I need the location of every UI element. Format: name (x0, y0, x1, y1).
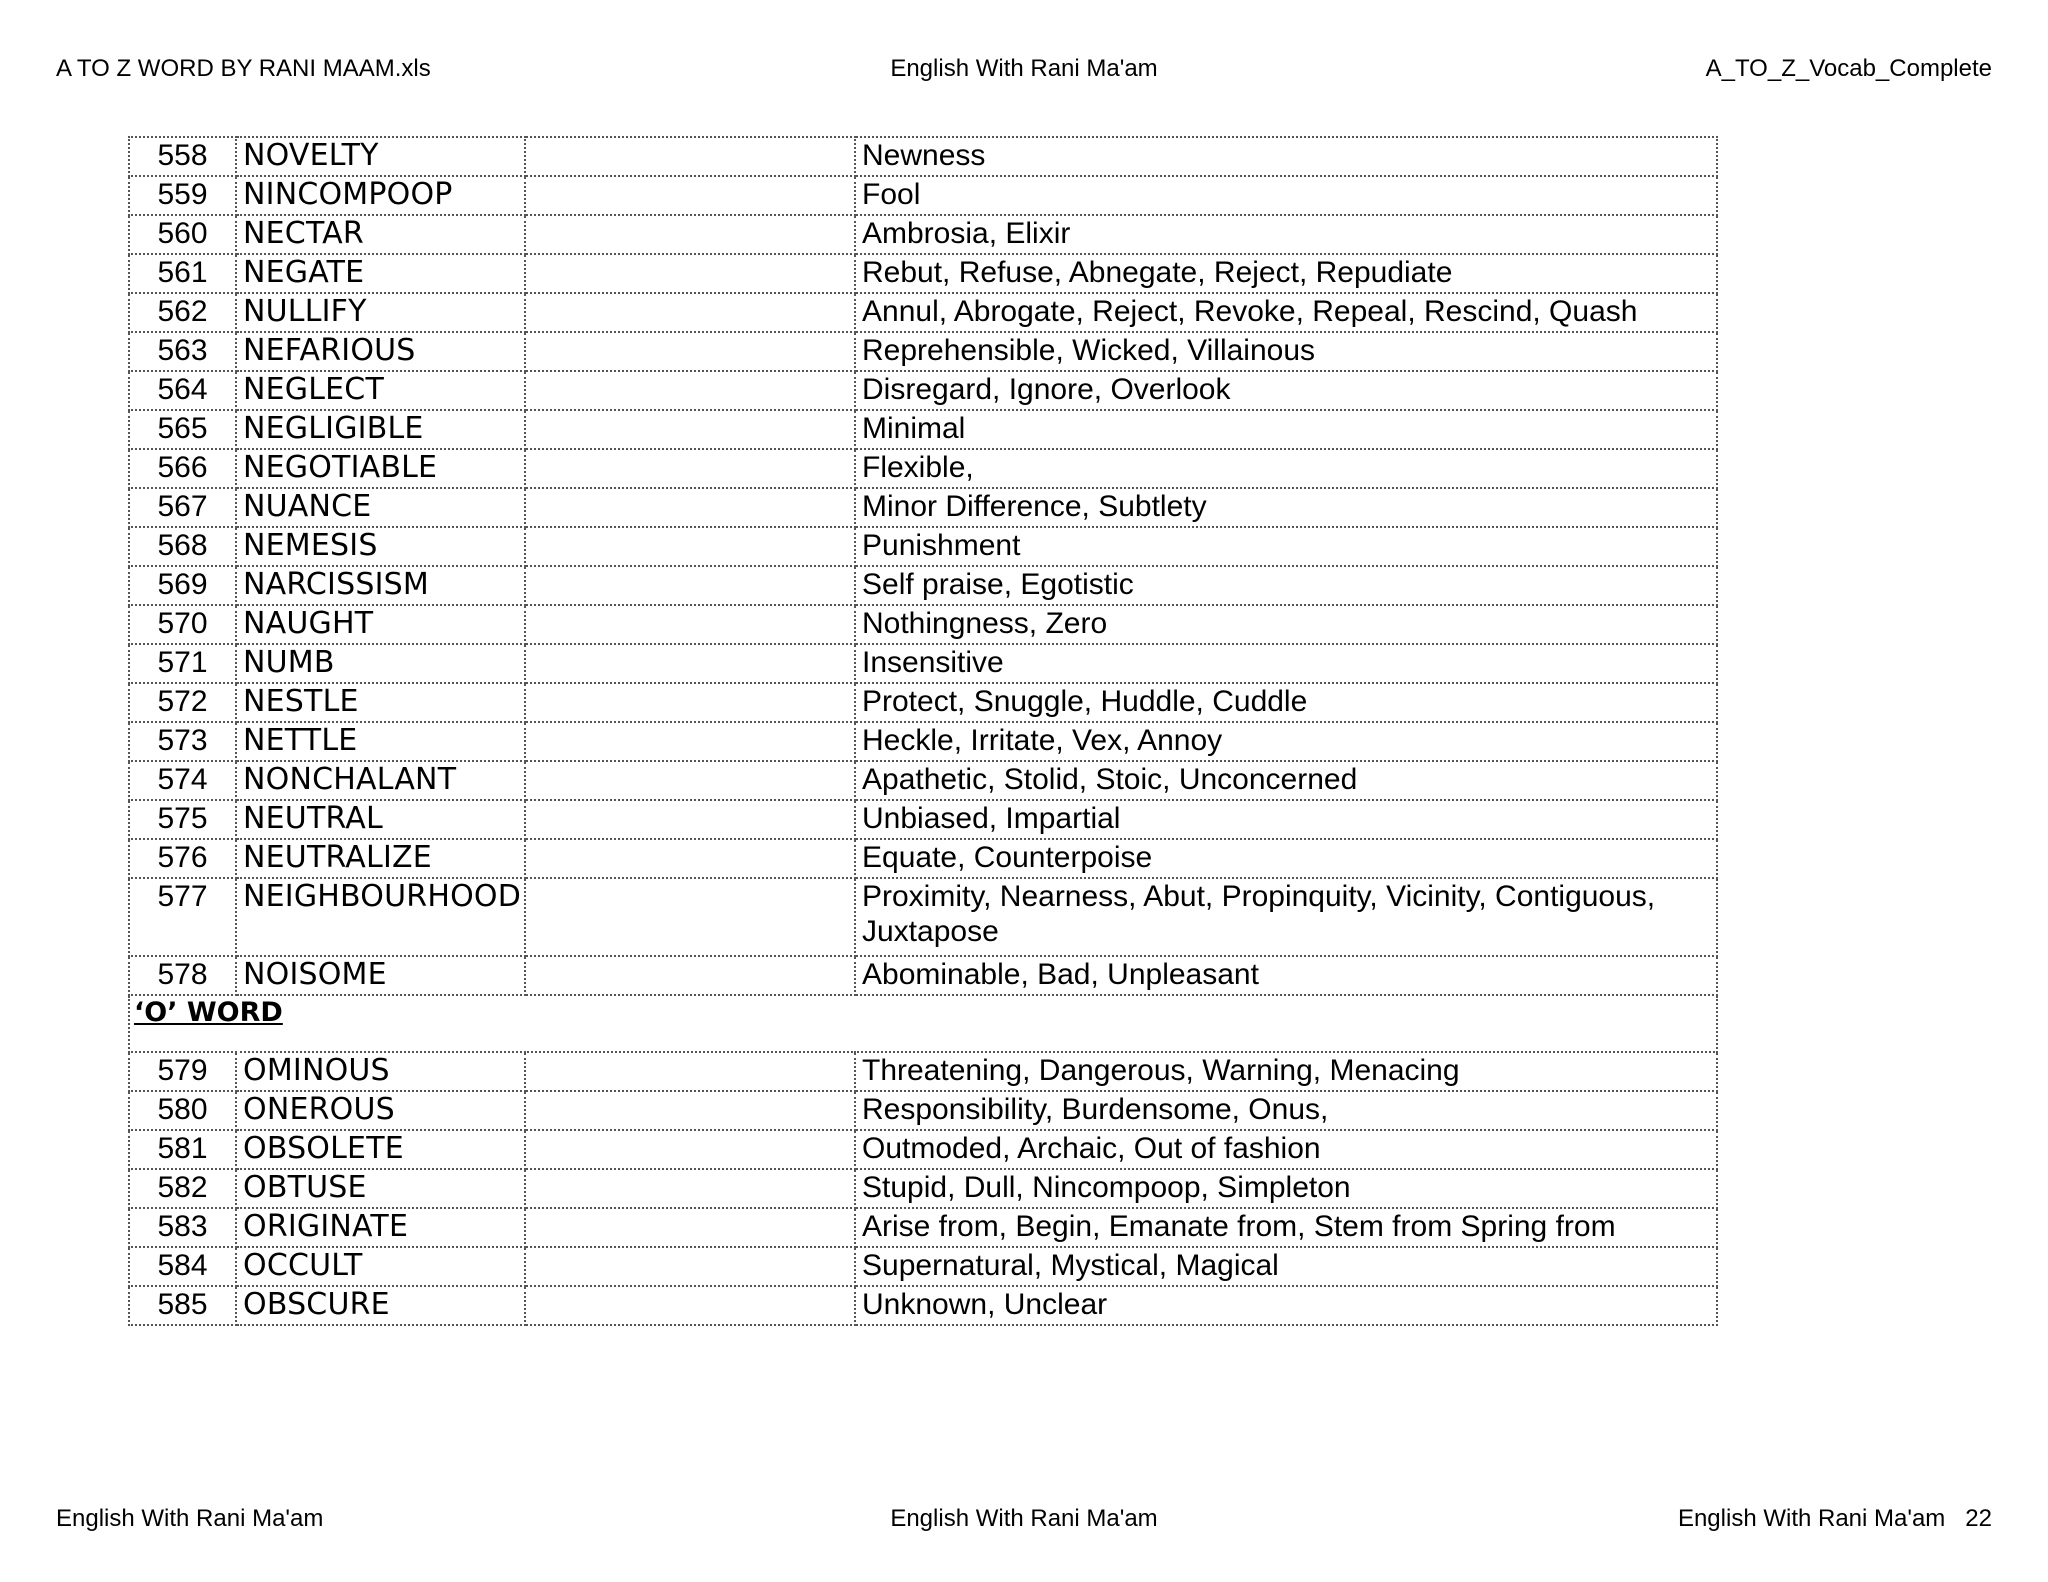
empty-cell (525, 605, 855, 644)
vocab-word: NINCOMPOOP (236, 176, 525, 215)
table-row (129, 644, 1717, 683)
vocab-table (128, 136, 1718, 1326)
empty-cell (525, 488, 855, 527)
word-number: 561 (129, 254, 236, 293)
header-filename: A TO Z WORD BY RANI MAAM.xls (56, 55, 431, 82)
empty-cell (525, 566, 855, 605)
footer-left: English With Rani Ma'am (56, 1505, 324, 1532)
page-footer (56, 1505, 1992, 1535)
synonyms: Newness (855, 137, 1717, 176)
table-row (129, 566, 1717, 605)
table-row (129, 1208, 1717, 1247)
empty-cell (525, 254, 855, 293)
synonyms: Supernatural, Mystical, Magical (855, 1247, 1717, 1286)
empty-cell (525, 1091, 855, 1130)
word-number: 562 (129, 293, 236, 332)
word-number: 578 (129, 956, 236, 995)
vocab-word: NETTLE (236, 722, 525, 761)
table-row (129, 293, 1717, 332)
vocab-word: NOVELTY (236, 137, 525, 176)
word-number: 559 (129, 176, 236, 215)
synonyms: Punishment (855, 527, 1717, 566)
vocab-word: NEGATE (236, 254, 525, 293)
synonyms: Reprehensible, Wicked, Villainous (855, 332, 1717, 371)
word-number: 571 (129, 644, 236, 683)
vocab-word: NEFARIOUS (236, 332, 525, 371)
word-number: 574 (129, 761, 236, 800)
vocab-word: NONCHALANT (236, 761, 525, 800)
empty-cell (525, 1130, 855, 1169)
table-row (129, 371, 1717, 410)
table-row (129, 1247, 1717, 1286)
vocab-word: NAUGHT (236, 605, 525, 644)
vocab-word: OBSCURE (236, 1286, 525, 1325)
synonyms: Unknown, Unclear (855, 1286, 1717, 1325)
o-words-body (129, 1052, 1717, 1325)
word-number: 585 (129, 1286, 236, 1325)
footer-right-page-number: English With Rani Ma'am 22 (1677, 1505, 1992, 1532)
table-row (129, 410, 1717, 449)
word-number: 581 (129, 1130, 236, 1169)
vocab-word: NEGOTIABLE (236, 449, 525, 488)
section-heading: ‘O’ WORD (129, 995, 1717, 1052)
table-row (129, 254, 1717, 293)
table-row (129, 137, 1717, 176)
synonyms: Heckle, Irritate, Vex, Annoy (855, 722, 1717, 761)
vocab-word: NEUTRAL (236, 800, 525, 839)
page-header (56, 55, 1992, 85)
synonyms: Flexible, (855, 449, 1717, 488)
word-number: 558 (129, 137, 236, 176)
synonyms: Outmoded, Archaic, Out of fashion (855, 1130, 1717, 1169)
vocab-word: NESTLE (236, 683, 525, 722)
header-title: English With Rani Ma'am (890, 55, 1158, 82)
empty-cell (525, 683, 855, 722)
vocab-word: NULLIFY (236, 293, 525, 332)
vocab-word: NEGLIGIBLE (236, 410, 525, 449)
table-row (129, 1052, 1717, 1091)
synonyms: Annul, Abrogate, Reject, Revoke, Repeal, Rescind, Quash (855, 293, 1717, 332)
table-row (129, 683, 1717, 722)
vocab-word: NARCISSISM (236, 566, 525, 605)
table-row (129, 1286, 1717, 1325)
empty-cell (525, 761, 855, 800)
synonyms: Proximity, Nearness, Abut, Propinquity, Vicinity, Contiguous, Juxtapose (855, 878, 1717, 956)
vocab-word: ORIGINATE (236, 1208, 525, 1247)
word-number: 567 (129, 488, 236, 527)
empty-cell (525, 956, 855, 995)
empty-cell (525, 410, 855, 449)
vocab-word: OCCULT (236, 1247, 525, 1286)
empty-cell (525, 722, 855, 761)
vocab-word: NUMB (236, 644, 525, 683)
table-row (129, 176, 1717, 215)
vocab-word: NEUTRALIZE (236, 839, 525, 878)
word-number: 580 (129, 1091, 236, 1130)
table-row (129, 1169, 1717, 1208)
empty-cell (525, 449, 855, 488)
table-row (129, 839, 1717, 878)
word-number: 563 (129, 332, 236, 371)
empty-cell (525, 1208, 855, 1247)
table-row (129, 956, 1717, 995)
synonyms: Nothingness, Zero (855, 605, 1717, 644)
synonyms: Threatening, Dangerous, Warning, Menacing (855, 1052, 1717, 1091)
vocab-word: NEMESIS (236, 527, 525, 566)
table-row (129, 449, 1717, 488)
word-number: 584 (129, 1247, 236, 1286)
vocab-word: OMINOUS (236, 1052, 525, 1091)
synonyms: Responsibility, Burdensome, Onus, (855, 1091, 1717, 1130)
table-row (129, 878, 1717, 956)
vocab-word: OBSOLETE (236, 1130, 525, 1169)
word-number: 582 (129, 1169, 236, 1208)
table-row (129, 800, 1717, 839)
vocab-word: ONEROUS (236, 1091, 525, 1130)
word-number: 568 (129, 527, 236, 566)
empty-cell (525, 332, 855, 371)
word-number: 573 (129, 722, 236, 761)
table-row (129, 527, 1717, 566)
word-number: 579 (129, 1052, 236, 1091)
word-number: 576 (129, 839, 236, 878)
vocab-word: NUANCE (236, 488, 525, 527)
word-number: 575 (129, 800, 236, 839)
footer-center: English With Rani Ma'am (890, 1505, 1158, 1532)
table-row (129, 215, 1717, 254)
synonyms: Minor Difference, Subtlety (855, 488, 1717, 527)
empty-cell (525, 176, 855, 215)
word-number: 569 (129, 566, 236, 605)
table-row (129, 605, 1717, 644)
synonyms: Rebut, Refuse, Abnegate, Reject, Repudiate (855, 254, 1717, 293)
empty-cell (525, 527, 855, 566)
vocab-word: NEIGHBOURHOOD (236, 878, 525, 956)
section-o-header (129, 995, 1717, 1052)
synonyms: Unbiased, Impartial (855, 800, 1717, 839)
empty-cell (525, 1247, 855, 1286)
empty-cell (525, 137, 855, 176)
empty-cell (525, 800, 855, 839)
synonyms: Minimal (855, 410, 1717, 449)
synonyms: Fool (855, 176, 1717, 215)
table-row (129, 761, 1717, 800)
word-number: 560 (129, 215, 236, 254)
empty-cell (525, 371, 855, 410)
word-number: 565 (129, 410, 236, 449)
table-row (129, 722, 1717, 761)
synonyms: Ambrosia, Elixir (855, 215, 1717, 254)
word-number: 570 (129, 605, 236, 644)
vocab-word: NEGLECT (236, 371, 525, 410)
table-row (129, 1130, 1717, 1169)
synonyms: Stupid, Dull, Nincompoop, Simpleton (855, 1169, 1717, 1208)
word-number: 577 (129, 878, 236, 956)
table-row (129, 1091, 1717, 1130)
table-row (129, 332, 1717, 371)
word-number: 564 (129, 371, 236, 410)
synonyms: Arise from, Begin, Emanate from, Stem from Spring from (855, 1208, 1717, 1247)
empty-cell (525, 839, 855, 878)
empty-cell (525, 644, 855, 683)
synonyms: Equate, Counterpoise (855, 839, 1717, 878)
empty-cell (525, 878, 855, 956)
empty-cell (525, 1052, 855, 1091)
synonyms: Disregard, Ignore, Overlook (855, 371, 1717, 410)
vocab-word: OBTUSE (236, 1169, 525, 1208)
empty-cell (525, 293, 855, 332)
empty-cell (525, 1169, 855, 1208)
word-number: 572 (129, 683, 236, 722)
empty-cell (525, 215, 855, 254)
word-number: 583 (129, 1208, 236, 1247)
synonyms: Abominable, Bad, Unpleasant (855, 956, 1717, 995)
n-words-body (129, 137, 1717, 995)
synonyms: Insensitive (855, 644, 1717, 683)
synonyms: Protect, Snuggle, Huddle, Cuddle (855, 683, 1717, 722)
vocab-word: NECTAR (236, 215, 525, 254)
vocab-word: NOISOME (236, 956, 525, 995)
table-row (129, 488, 1717, 527)
synonyms: Self praise, Egotistic (855, 566, 1717, 605)
header-sheet-name: A_TO_Z_Vocab_Complete (1705, 55, 1992, 82)
empty-cell (525, 1286, 855, 1325)
word-number: 566 (129, 449, 236, 488)
synonyms: Apathetic, Stolid, Stoic, Unconcerned (855, 761, 1717, 800)
